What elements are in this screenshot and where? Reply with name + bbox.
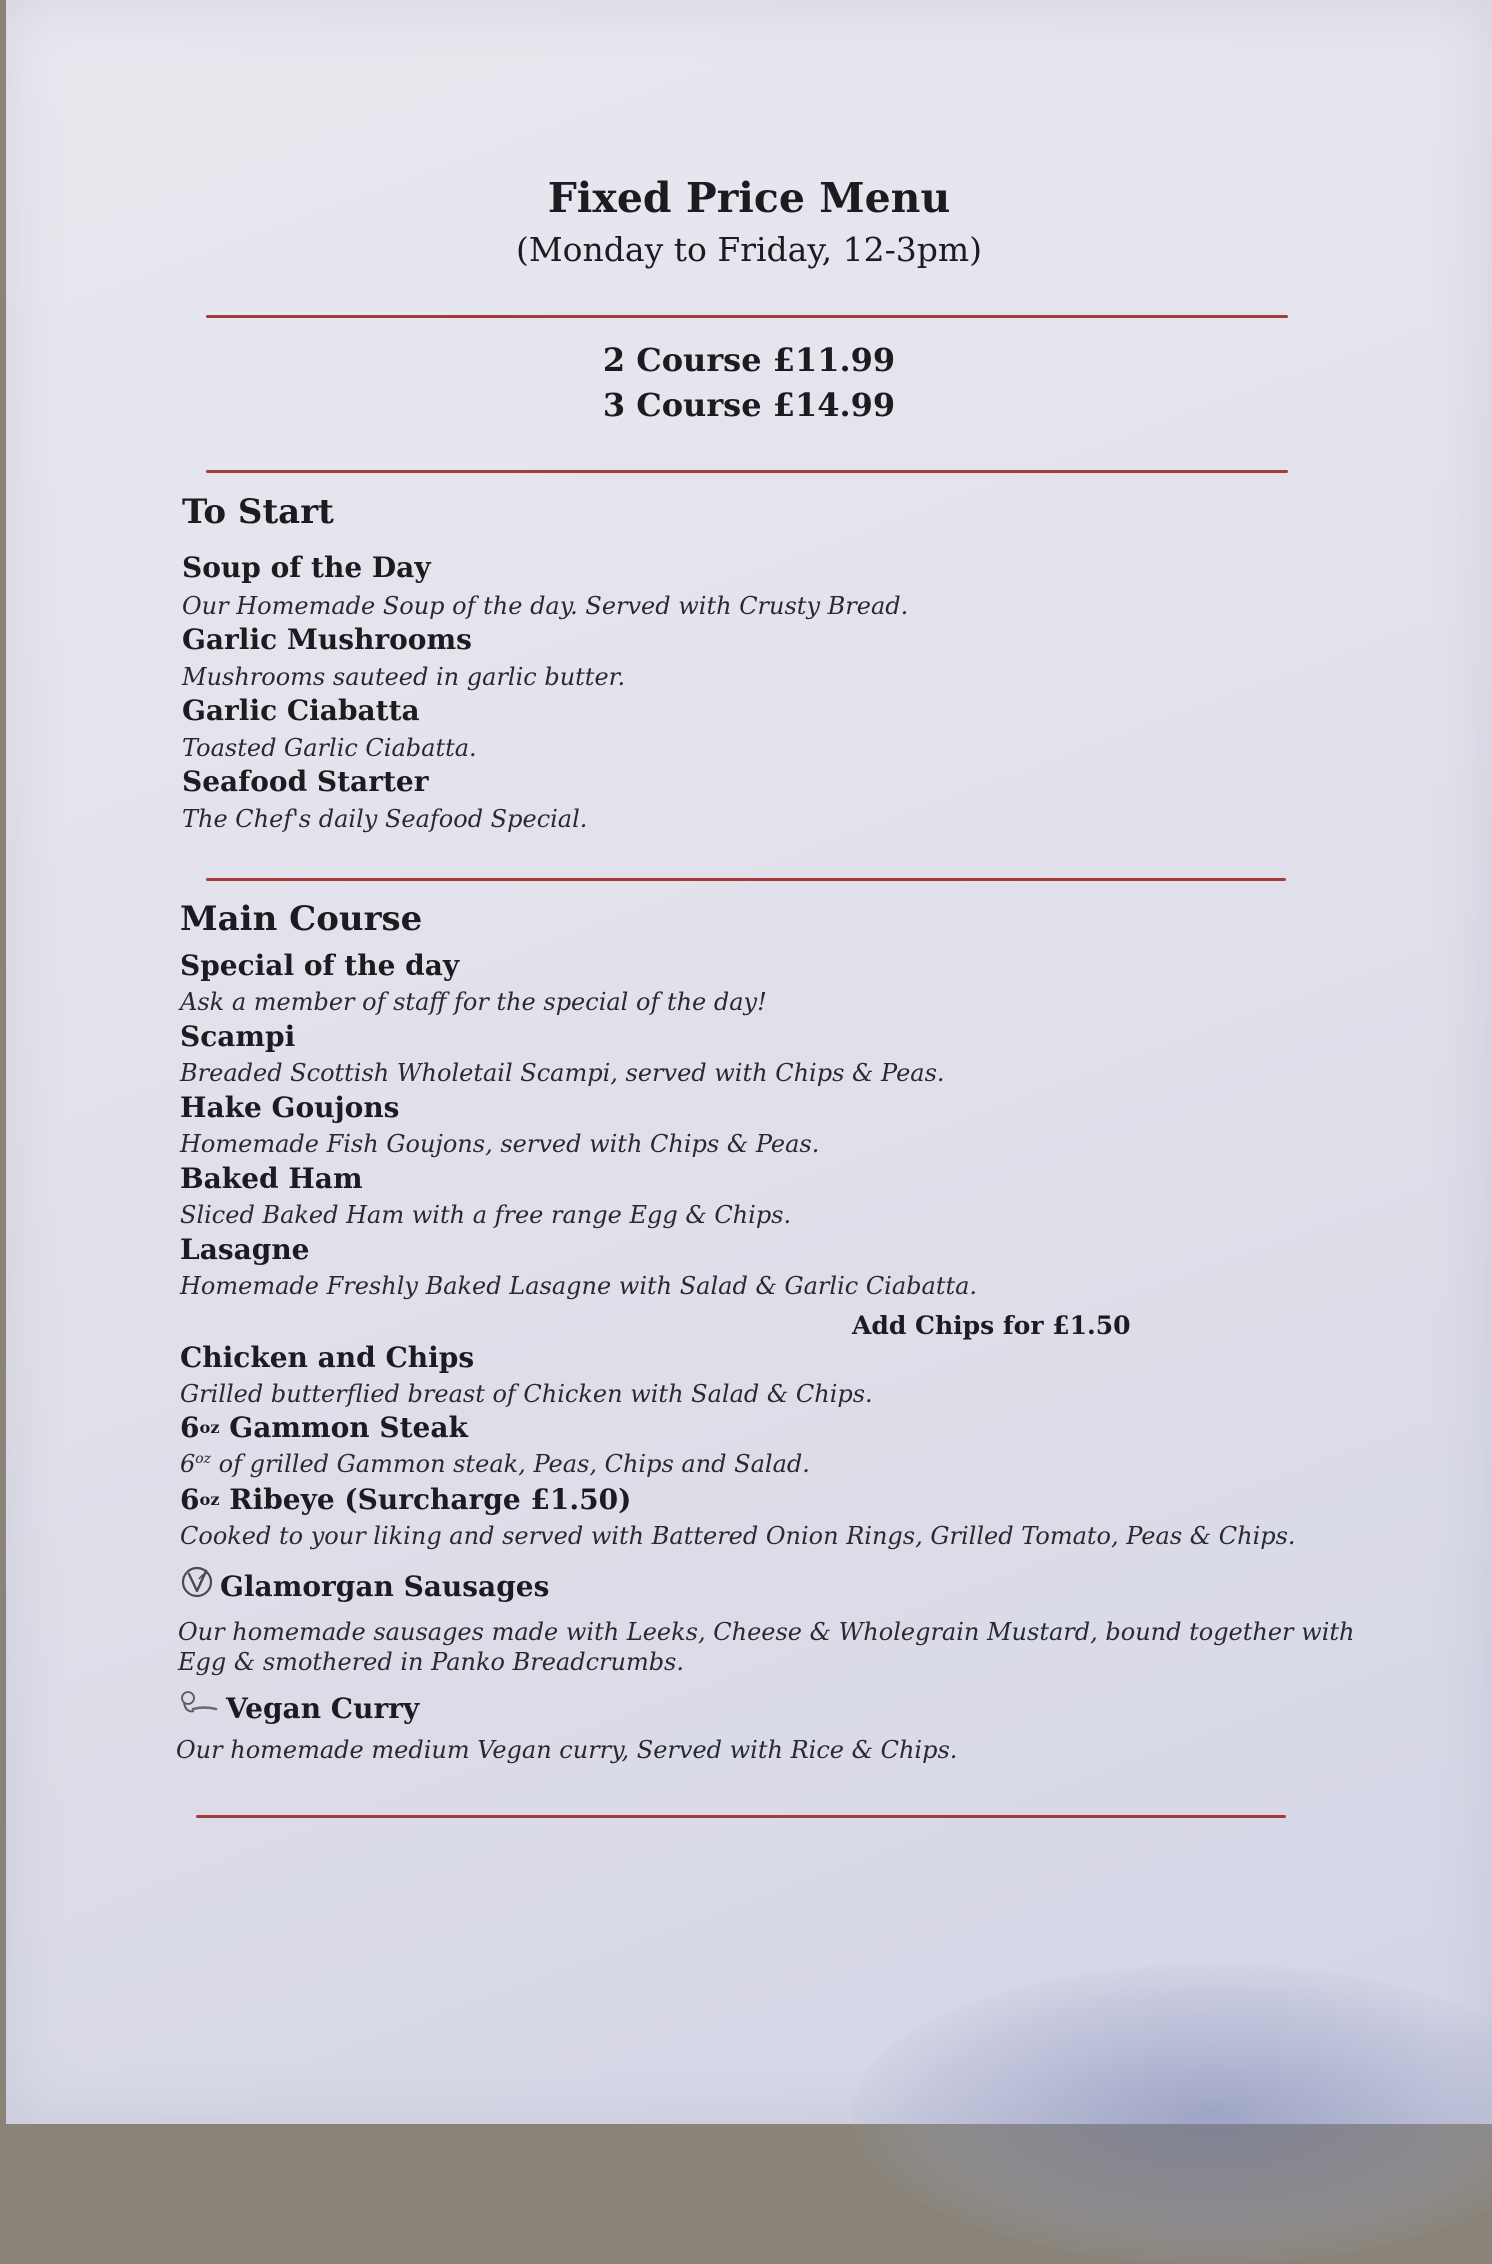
main-desc: Homemade Fish Goujons, served with Chips & Peas. [180, 1130, 820, 1158]
main-desc: Our homemade medium Vegan curry, Served with Rice & Chips. [176, 1736, 958, 1764]
main-name-suffix: Ribeye (Surcharge £1.50) [219, 1483, 632, 1516]
vegan-icon [178, 1689, 220, 1728]
main-desc: Our homemade sausages made with Leeks, Cheese & Wholegrain Mustard, bound together with [178, 1618, 1355, 1646]
main-name: Scampi [180, 1020, 296, 1053]
main-desc: Breaded Scottish Wholetail Scampi, served with Chips & Peas. [180, 1059, 945, 1087]
add-chips-note: Add Chips for £1.50 [852, 1311, 1131, 1340]
main-desc-prefix: 6 [180, 1450, 196, 1478]
main-name-prefix: 6 [180, 1483, 200, 1516]
main-name [180, 1565, 549, 1608]
main-name: Hake Goujons [180, 1091, 400, 1124]
starter-name: Seafood Starter [182, 765, 429, 798]
main-desc: Cooked to your liking and served with Battered Onion Rings, Grilled Tomato, Peas & Chips. [180, 1522, 1296, 1550]
main-name: 6 oz Ribeye (Surcharge £1.50) [180, 1483, 632, 1516]
main-name-prefix: 6 [180, 1411, 200, 1444]
vegetarian-icon [180, 1565, 214, 1608]
divider-bottom [196, 1815, 1286, 1818]
main-name-label: Vegan Curry [226, 1691, 420, 1725]
ounce-superscript: oz [195, 1451, 211, 1467]
menu-page [6, 0, 1492, 2124]
starter-desc: The Chef's daily Seafood Special. [182, 805, 588, 833]
section-heading-starters: To Start [182, 492, 334, 532]
main-desc-suffix: of grilled Gammon steak, Peas, Chips and Salad. [210, 1450, 810, 1478]
main-name: Lasagne [180, 1233, 310, 1266]
main-desc: Sliced Baked Ham with a free range Egg & Chips. [180, 1201, 792, 1229]
divider-top [206, 315, 1288, 318]
divider-prices [206, 470, 1288, 473]
starter-name: Garlic Mushrooms [182, 623, 472, 656]
menu-title: Fixed Price Menu [547, 174, 951, 222]
divider-starters [206, 878, 1286, 881]
main-name-suffix: Gammon Steak [219, 1411, 468, 1444]
main-name: Chicken and Chips [180, 1341, 475, 1374]
starter-name: Soup of the Day [182, 551, 431, 584]
main-desc: Egg & smothered in Panko Breadcrumbs. [178, 1648, 685, 1676]
main-name: Special of the day [180, 949, 460, 982]
main-desc [180, 1447, 810, 1481]
main-desc: Ask a member of staff for the special of the day! [180, 988, 767, 1016]
starter-desc: Our Homemade Soup of the day. Served with Crusty Bread. [182, 592, 909, 620]
menu-subtitle: (Monday to Friday, 12-3pm) [515, 230, 983, 269]
main-desc: Homemade Freshly Baked Lasagne with Salad & Garlic Ciabatta. [180, 1272, 978, 1300]
main-desc: Grilled butterflied breast of Chicken with Salad & Chips. [180, 1380, 873, 1408]
starter-desc: Mushrooms sauteed in garlic butter. [182, 663, 626, 691]
starter-desc: Toasted Garlic Ciabatta. [182, 734, 477, 762]
main-name: 6 oz Gammon Steak [180, 1411, 468, 1444]
main-name: Baked Ham [180, 1162, 363, 1195]
section-heading-mains: Main Course [180, 899, 423, 939]
price-three-course: 3 Course £14.99 [602, 386, 896, 424]
shadow [852, 1964, 1492, 2264]
main-name [178, 1689, 419, 1728]
starter-name: Garlic Ciabatta [182, 694, 420, 727]
main-name-label: Glamorgan Sausages [220, 1569, 550, 1603]
price-two-course: 2 Course £11.99 [602, 341, 896, 379]
